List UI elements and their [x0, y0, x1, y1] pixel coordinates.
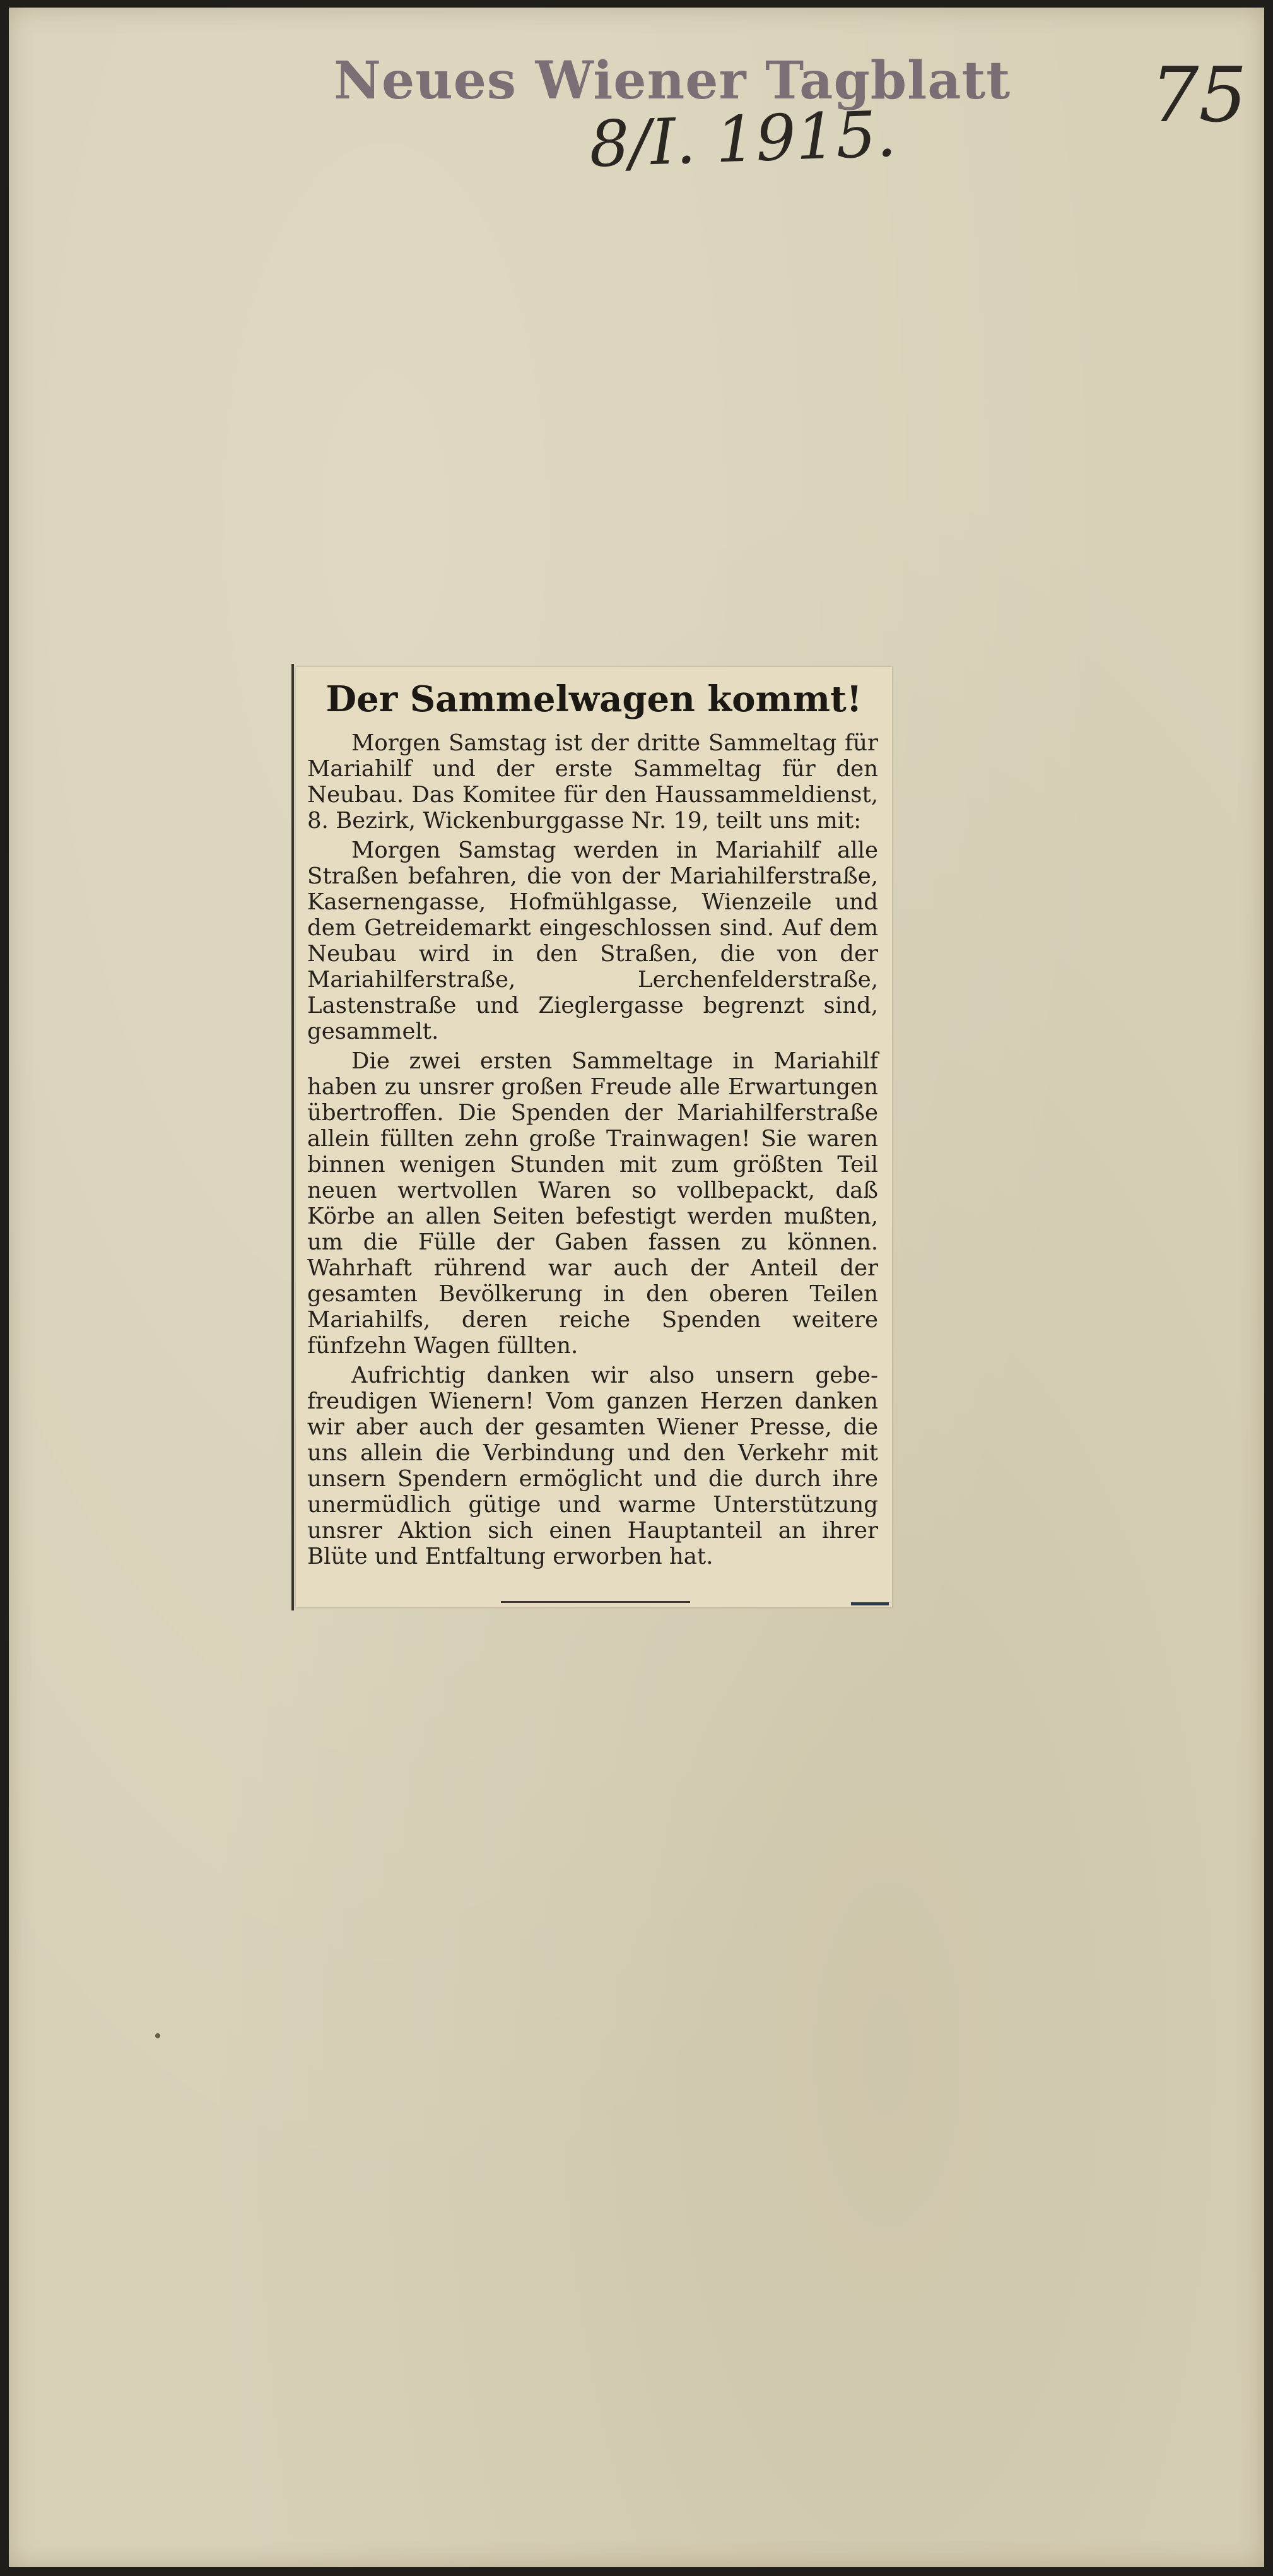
archive-sheet — [9, 8, 1264, 2567]
article-paragraph: Die zwei ersten Sammeltage in Mariahilf haben zu unsrer großen Freude alle Erwartungen übertroffen. Die Spenden der Mariahilferstraße allein füllten zehn große Trainwagen! Sie waren binnen wenigen Stunden mit zum größten Teil neuen wertvollen Waren so vollbepackt, daß Körbe an allen Seiten befestigt werden mußten, um die Fülle der Gaben fassen zu können. Wahrhaft rührend war auch der Anteil der gesamten Bevölkerung in den oberen Teilen Mariahilfs, deren reiche Spenden weitere fünfzehn Wagen füllten. — [307, 1048, 878, 1359]
clipping-left-rule — [291, 664, 294, 1610]
article-headline: Der Sammelwagen kommt! — [326, 678, 862, 720]
article-end-rule — [501, 1601, 690, 1603]
column-rule-fragment — [851, 1602, 889, 1605]
handwritten-date: 8/I. 1915. — [588, 97, 898, 182]
article-body — [307, 730, 878, 1573]
article-paragraph: Morgen Samstag ist der dritte Sammeltag für Mariahilf und der erste Sammeltag für den Neubau. Das Komitee für den Haussammeldienst, 8. Bezirk, Wickenburggasse Nr. 19, teilt uns mit: — [307, 730, 878, 834]
handwritten-archive-number: 75 — [1151, 52, 1247, 139]
newspaper-name-stamp: Neues Wiener Tagblatt — [334, 50, 1011, 111]
article-paragraph: Aufrichtig danken wir also unsern gebefreudigen Wienern! Vom ganzen Herzen danken wir aber auch der gesamten Wiener Presse, die uns allein die Verbindung und den Verkehr mit unsern Spendern ermöglicht und die durch ihre unermüdlich gütige und warme Unterstützung unsrer Aktion sich einen Hauptanteil an ihrer Blüte und Entfaltung erworben hat. — [307, 1362, 878, 1569]
newspaper-clipping — [296, 667, 892, 1607]
paper-speck — [155, 2033, 160, 2038]
article-paragraph: Morgen Samstag werden in Mariahilf alle Straßen befahren, die von der Mariahilferstraße, Kasernengasse, Hofmühlgasse, Wienzeile und dem Getreidemarkt eingeschlossen sind. Auf dem Neubau wird in den Straßen, die von der Mariahilferstraße, Lerchenfelderstraße, Lastenstraße und Zieglergasse begrenzt sind, gesammelt. — [307, 837, 878, 1044]
